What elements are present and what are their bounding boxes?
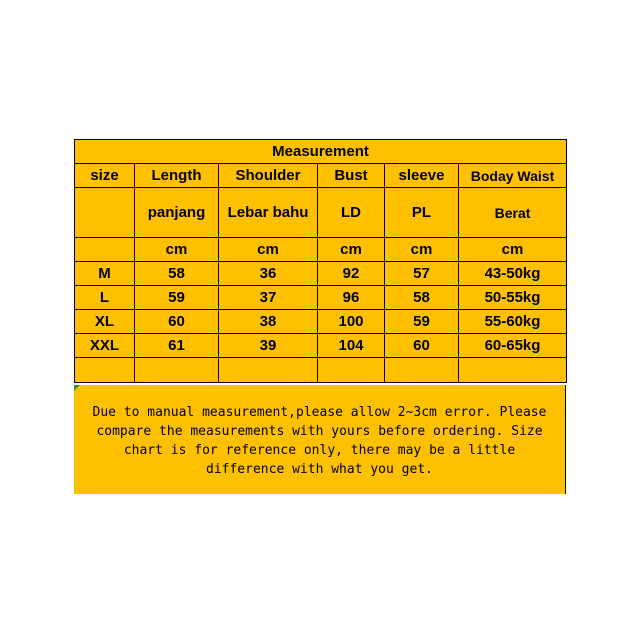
shoulder-cell: 39 [219,334,318,358]
unit-sleeve: cm [385,238,459,262]
bust-cell: 104 [318,334,385,358]
size-cell: XXL [75,334,135,358]
unit-body-waist: cm [459,238,567,262]
length-cell: 60 [135,310,219,334]
header-sleeve: sleeve [385,164,459,188]
empty-cell [459,358,567,383]
chart-title: Measurement [75,140,567,164]
measurement-note-text: Due to manual measurement,please allow 2~3cm error. Please compare the measurements with yours before ordering. Size chart is for reference only, there may be a little difference with what you get. [92,405,547,477]
local-header-weight: Berat [459,188,567,238]
title-row [75,140,567,164]
header-bust: Bust [318,164,385,188]
local-header-shoulder: Lebar bahu [219,188,318,238]
size-cell: XL [75,310,135,334]
empty-cell [75,358,135,383]
local-header-length: panjang [135,188,219,238]
local-header-size [75,188,135,238]
header-size: size [75,164,135,188]
unit-bust: cm [318,238,385,262]
sleeve-cell: 58 [385,286,459,310]
size-chart-table [74,139,567,383]
measurement-note-box [74,385,566,494]
header-length: Length [135,164,219,188]
shoulder-cell: 36 [219,262,318,286]
bust-cell: 96 [318,286,385,310]
sleeve-cell: 59 [385,310,459,334]
sleeve-cell: 60 [385,334,459,358]
weight-cell: 55-60kg [459,310,567,334]
local-header-bust: LD [318,188,385,238]
unit-size [75,238,135,262]
empty-cell [219,358,318,383]
table-row [75,334,567,358]
empty-cell [385,358,459,383]
unit-shoulder: cm [219,238,318,262]
bust-cell: 92 [318,262,385,286]
length-cell: 59 [135,286,219,310]
table-row [75,310,567,334]
shoulder-cell: 37 [219,286,318,310]
empty-row [75,358,567,383]
local-header-sleeve: PL [385,188,459,238]
sleeve-cell: 57 [385,262,459,286]
header-body-waist: Boday Waist [459,164,567,188]
weight-cell: 43-50kg [459,262,567,286]
table-row [75,286,567,310]
header-shoulder: Shoulder [219,164,318,188]
empty-cell [318,358,385,383]
weight-cell: 50-55kg [459,286,567,310]
unit-row [75,238,567,262]
weight-cell: 60-65kg [459,334,567,358]
length-cell: 61 [135,334,219,358]
empty-cell [135,358,219,383]
header-row [75,164,567,188]
size-cell: M [75,262,135,286]
table-row [75,262,567,286]
shoulder-cell: 38 [219,310,318,334]
bust-cell: 100 [318,310,385,334]
local-header-row [75,188,567,238]
length-cell: 58 [135,262,219,286]
size-cell: L [75,286,135,310]
unit-length: cm [135,238,219,262]
cell-corner-marker [74,385,80,391]
